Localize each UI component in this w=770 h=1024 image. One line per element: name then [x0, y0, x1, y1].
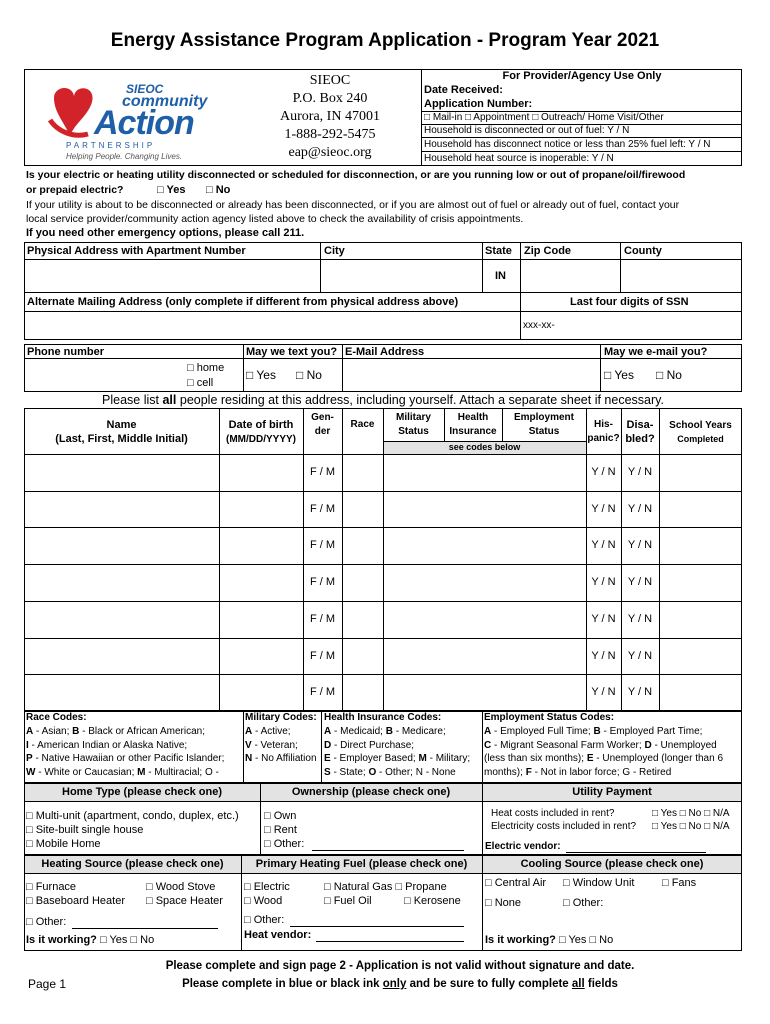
- primary-fuel-heading: Primary Heating Fuel (please check one): [255, 858, 468, 870]
- row-gender-option[interactable]: F / M: [309, 686, 336, 699]
- row-hispanic-option[interactable]: Y / N: [591, 612, 616, 625]
- utility-payment-heading: Utility Payment: [572, 786, 652, 798]
- provider-heading: For Provider/Agency Use Only: [502, 70, 662, 82]
- heating-source-heading: Heating Source (please check one): [41, 858, 224, 870]
- state-value: IN: [495, 270, 506, 282]
- physical-address-input[interactable]: [26, 261, 318, 290]
- home-site-built-checkbox[interactable]: □ Site-built single house: [26, 824, 144, 836]
- col-military-2: Status: [398, 426, 429, 437]
- zip-input[interactable]: [522, 261, 618, 290]
- footer-line1: Please complete and sign page 2 - Application is not valid without signature and date.: [165, 960, 635, 972]
- provider-notice: Household has disconnect notice or less than 25% fuel left: Y / N: [424, 139, 711, 150]
- window-unit-checkbox[interactable]: □ Window Unit: [563, 877, 635, 889]
- logo-community: community: [122, 93, 208, 110]
- col-dob-sub: (MM/DD/YYYY): [226, 434, 296, 445]
- home-type-heading: Home Type (please check one): [62, 786, 222, 798]
- ownership-other-checkbox[interactable]: □ Other:: [264, 838, 305, 850]
- alternate-address-input[interactable]: [26, 313, 518, 338]
- col-hispanic-2: panic?: [587, 433, 620, 444]
- col-name: Name: [106, 419, 137, 431]
- no-cooling-checkbox[interactable]: □ None: [485, 897, 521, 909]
- logo-action: Action: [94, 104, 194, 142]
- ownership-heading: Ownership (please check one): [291, 786, 451, 798]
- logo-partnership: PARTNERSHIP: [66, 141, 156, 150]
- row-name-input[interactable]: [25, 455, 218, 490]
- military-codes-title: Military Codes:: [245, 712, 317, 723]
- code-line: months); F - Not in labor force; G - Retired: [484, 766, 672, 778]
- row-disabled-option[interactable]: Y / N: [627, 539, 653, 552]
- see-codes-note: see codes below: [448, 442, 521, 452]
- rent-checkbox[interactable]: □ Rent: [264, 824, 297, 836]
- col-employment-2: Status: [528, 426, 560, 437]
- col-dob: Date of birth: [228, 419, 294, 431]
- row-disabled-option[interactable]: Y / N: [627, 576, 653, 589]
- provider-method: □ Mail-in □ Appointment □ Outreach/ Home Visit/Other: [424, 112, 664, 123]
- own-checkbox[interactable]: □ Own: [264, 810, 297, 822]
- home-multi-unit-checkbox[interactable]: □ Multi-unit (apartment, condo, duplex, etc.): [26, 810, 239, 822]
- col-school-2: Completed: [677, 434, 724, 444]
- code-line: I - American Indian or Alaska Native;: [26, 739, 188, 751]
- employment-codes-title: Employment Status Codes:: [484, 712, 615, 723]
- heat-included-options[interactable]: □ Yes □ No □ N/A: [652, 808, 730, 819]
- heating-other-line[interactable]: [72, 928, 218, 929]
- row-name-input[interactable]: [25, 675, 218, 710]
- row-gender-option[interactable]: F / M: [309, 612, 336, 625]
- col-name-sub: (Last, First, Middle Initial): [55, 433, 188, 445]
- cooling-source-heading: Cooling Source (please check one): [520, 858, 704, 870]
- heat-included-question: Heat costs included in rent?: [491, 808, 615, 819]
- code-line: V - Veteran;: [245, 739, 298, 751]
- row-hispanic-option[interactable]: Y / N: [591, 466, 616, 478]
- code-line: W - White or Caucasian; M - Multiracial; O -: [26, 766, 219, 778]
- provider-inoperable: Household heat source is inoperable: Y / N: [424, 153, 614, 164]
- household-instruction: Please list all people residing at this address, including yourself. Attach a separate sheet if necessary.: [102, 393, 664, 407]
- heat-vendor-label: Heat vendor:: [244, 929, 312, 941]
- row-name-input[interactable]: [25, 528, 218, 563]
- code-line: D - Direct Purchase;: [324, 739, 415, 751]
- agency-po-box: P.O. Box 240: [292, 91, 368, 106]
- row-hispanic-option[interactable]: Y / N: [591, 502, 616, 515]
- email-yes-checkbox[interactable]: □ Yes: [604, 368, 634, 382]
- col-health-1: Health: [457, 412, 489, 423]
- col-disabled-2: bled?: [625, 433, 655, 445]
- email-permission-label: May we e-mail you?: [604, 346, 708, 358]
- agency-logo: [44, 76, 224, 162]
- electric-vendor-line[interactable]: [566, 852, 706, 853]
- space-heater-checkbox[interactable]: □ Space Heater: [146, 895, 223, 907]
- agency-address: [250, 72, 410, 162]
- ssn-label: Last four digits of SSN: [570, 296, 689, 308]
- cooling-other-checkbox[interactable]: □ Other:: [563, 897, 604, 909]
- phone-label: Phone number: [27, 346, 105, 358]
- row-disabled-option[interactable]: Y / N: [627, 612, 653, 625]
- fans-checkbox[interactable]: □ Fans: [662, 877, 697, 889]
- fuel-other-line[interactable]: [290, 926, 464, 927]
- logo-tagline: Helping People. Changing Lives.: [66, 152, 183, 161]
- email-no-checkbox[interactable]: □ No: [656, 368, 682, 382]
- heat-vendor-line[interactable]: [316, 941, 464, 942]
- phone-cell-checkbox[interactable]: □ cell: [187, 377, 214, 389]
- text-permission-label: May we text you?: [246, 346, 338, 358]
- code-line: A - Asian; B - Black or African American;: [26, 726, 205, 737]
- row-gender-option[interactable]: F / M: [309, 649, 336, 662]
- zip-label: Zip Code: [524, 245, 572, 257]
- county-input[interactable]: [622, 261, 740, 290]
- agency-email: eap@sieoc.org: [288, 145, 372, 160]
- disconnect-info-line1: If your utility is about to be disconnected or already has been disconnected, or if you are almost out of fuel or already out of fuel, contact your: [26, 199, 680, 211]
- row-gender-option[interactable]: F / M: [309, 539, 336, 552]
- code-line: C - Migrant Seasonal Farm Worker; D - Unemployed: [484, 739, 717, 751]
- wood-stove-checkbox[interactable]: □ Wood Stove: [146, 881, 216, 893]
- form-title: Energy Assistance Program Application - Program Year 2021: [110, 30, 660, 51]
- row-gender-option[interactable]: F / M: [309, 502, 336, 515]
- disconnect-question-line1: Is your electric or heating utility disconnected or scheduled for disconnection, or are you running low or out of propane/oil/firewood: [26, 169, 686, 181]
- row-hispanic-option[interactable]: Y / N: [591, 686, 616, 699]
- row-hispanic-option[interactable]: Y / N: [591, 649, 616, 662]
- row-disabled-option[interactable]: Y / N: [627, 649, 653, 662]
- date-received-label: Date Received:: [424, 84, 503, 96]
- col-health-2: Insurance: [449, 426, 497, 437]
- electric-vendor-label: Electric vendor:: [485, 841, 561, 852]
- footer-line2: Please complete in blue or black ink only and be sure to fully complete all fields: [182, 978, 618, 990]
- code-line: E - Employer Based; M - Military;: [324, 753, 471, 764]
- disconnect-yes-checkbox[interactable]: □ Yes: [157, 184, 186, 196]
- col-military-1: Military: [395, 412, 431, 423]
- text-no-checkbox[interactable]: □ No: [296, 368, 322, 382]
- col-gender-2: der: [314, 426, 331, 437]
- code-line: A - Medicaid; B - Medicare;: [324, 726, 446, 737]
- email-input[interactable]: [344, 360, 598, 390]
- gas-propane-checkbox[interactable]: □ Natural Gas □ Propane: [324, 881, 447, 893]
- alternate-address-label: Alternate Mailing Address (only complete if different from physical address above): [27, 296, 459, 308]
- row-gender-option[interactable]: F / M: [309, 466, 336, 478]
- state-label: State: [485, 245, 512, 257]
- agency-phone: 1-888-292-5475: [284, 127, 376, 142]
- code-line: S - State; O - Other; N - None: [324, 766, 456, 778]
- provider-disconnected: Household is disconnected or out of fuel: Y / N: [424, 125, 630, 136]
- fuel-oil-checkbox[interactable]: □ Fuel Oil: [324, 895, 372, 907]
- electric-included-question: Electricity costs included in rent?: [491, 821, 637, 832]
- col-race: Race: [350, 419, 375, 430]
- row-disabled-option[interactable]: Y / N: [627, 502, 653, 515]
- code-line: N - No Affiliation: [245, 753, 317, 764]
- physical-address-label: Physical Address with Apartment Number: [27, 245, 246, 257]
- agency-city: Aurora, IN 47001: [280, 109, 380, 124]
- row-disabled-option[interactable]: Y / N: [627, 466, 653, 478]
- kerosene-checkbox[interactable]: □ Kerosene: [404, 895, 461, 907]
- col-school-1: School Years: [669, 420, 732, 431]
- ownership-other-line[interactable]: [312, 850, 464, 851]
- row-disabled-option[interactable]: Y / N: [627, 686, 653, 699]
- code-line: P - Native Hawaiian or other Pacific Islander;: [26, 753, 225, 764]
- row-name-input[interactable]: [25, 639, 218, 674]
- central-air-checkbox[interactable]: □ Central Air: [485, 877, 547, 889]
- application-number-label: Application Number:: [424, 98, 533, 110]
- heating-other-checkbox[interactable]: □ Other:: [26, 916, 67, 928]
- col-gender-1: Gen-: [311, 412, 334, 423]
- row-name-input[interactable]: [25, 565, 218, 600]
- ssn-input[interactable]: xxx-xx-: [523, 320, 555, 331]
- cooling-working[interactable]: Is it working? □ Yes □ No: [485, 934, 614, 946]
- wood-fuel-checkbox[interactable]: □ Wood: [244, 895, 283, 907]
- code-line: A - Active;: [245, 726, 291, 737]
- emergency-note: If you need other emergency options, please call 211.: [26, 227, 305, 239]
- logo-sieoc: SIEOC: [126, 82, 164, 96]
- agency-name: SIEOC: [309, 73, 351, 88]
- home-mobile-checkbox[interactable]: □ Mobile Home: [26, 838, 101, 850]
- col-hispanic-1: His-: [594, 419, 613, 430]
- electric-fuel-checkbox[interactable]: □ Electric: [244, 881, 290, 893]
- city-input[interactable]: [322, 261, 480, 290]
- city-label: City: [324, 245, 345, 257]
- row-name-input[interactable]: [25, 492, 218, 527]
- heating-working[interactable]: Is it working? □ Yes □ No: [26, 934, 155, 946]
- race-codes-title: Race Codes:: [26, 712, 87, 723]
- col-employment-1: Employment: [513, 412, 574, 423]
- col-disabled-1: Disa-: [626, 419, 654, 431]
- disconnect-no-checkbox[interactable]: □ No: [206, 184, 231, 196]
- health-codes-title: Health Insurance Codes:: [324, 712, 442, 723]
- row-hispanic-option[interactable]: Y / N: [591, 576, 616, 589]
- fuel-other-checkbox[interactable]: □ Other:: [244, 914, 285, 926]
- row-gender-option[interactable]: F / M: [309, 576, 336, 589]
- phone-home-checkbox[interactable]: □ home: [187, 362, 225, 374]
- row-hispanic-option[interactable]: Y / N: [591, 539, 616, 552]
- electric-included-options[interactable]: □ Yes □ No □ N/A: [652, 821, 730, 832]
- county-label: County: [624, 245, 662, 257]
- email-label: E-Mail Address: [345, 346, 425, 358]
- row-name-input[interactable]: [25, 602, 218, 637]
- code-line: A - Employed Full Time; B - Employed Part Time;: [484, 726, 703, 737]
- page-number: Page 1: [28, 977, 67, 991]
- furnace-checkbox[interactable]: □ Furnace: [26, 881, 77, 893]
- code-line: (less than six months); E - Unemployed (longer than 6: [484, 753, 724, 764]
- baseboard-checkbox[interactable]: □ Baseboard Heater: [26, 895, 125, 907]
- disconnect-info-line2: local service provider/community action agency listed above to check the availability of crisis appointments.: [26, 213, 524, 225]
- disconnect-question-line2: or prepaid electric?: [26, 184, 124, 196]
- text-yes-checkbox[interactable]: □ Yes: [246, 368, 276, 382]
